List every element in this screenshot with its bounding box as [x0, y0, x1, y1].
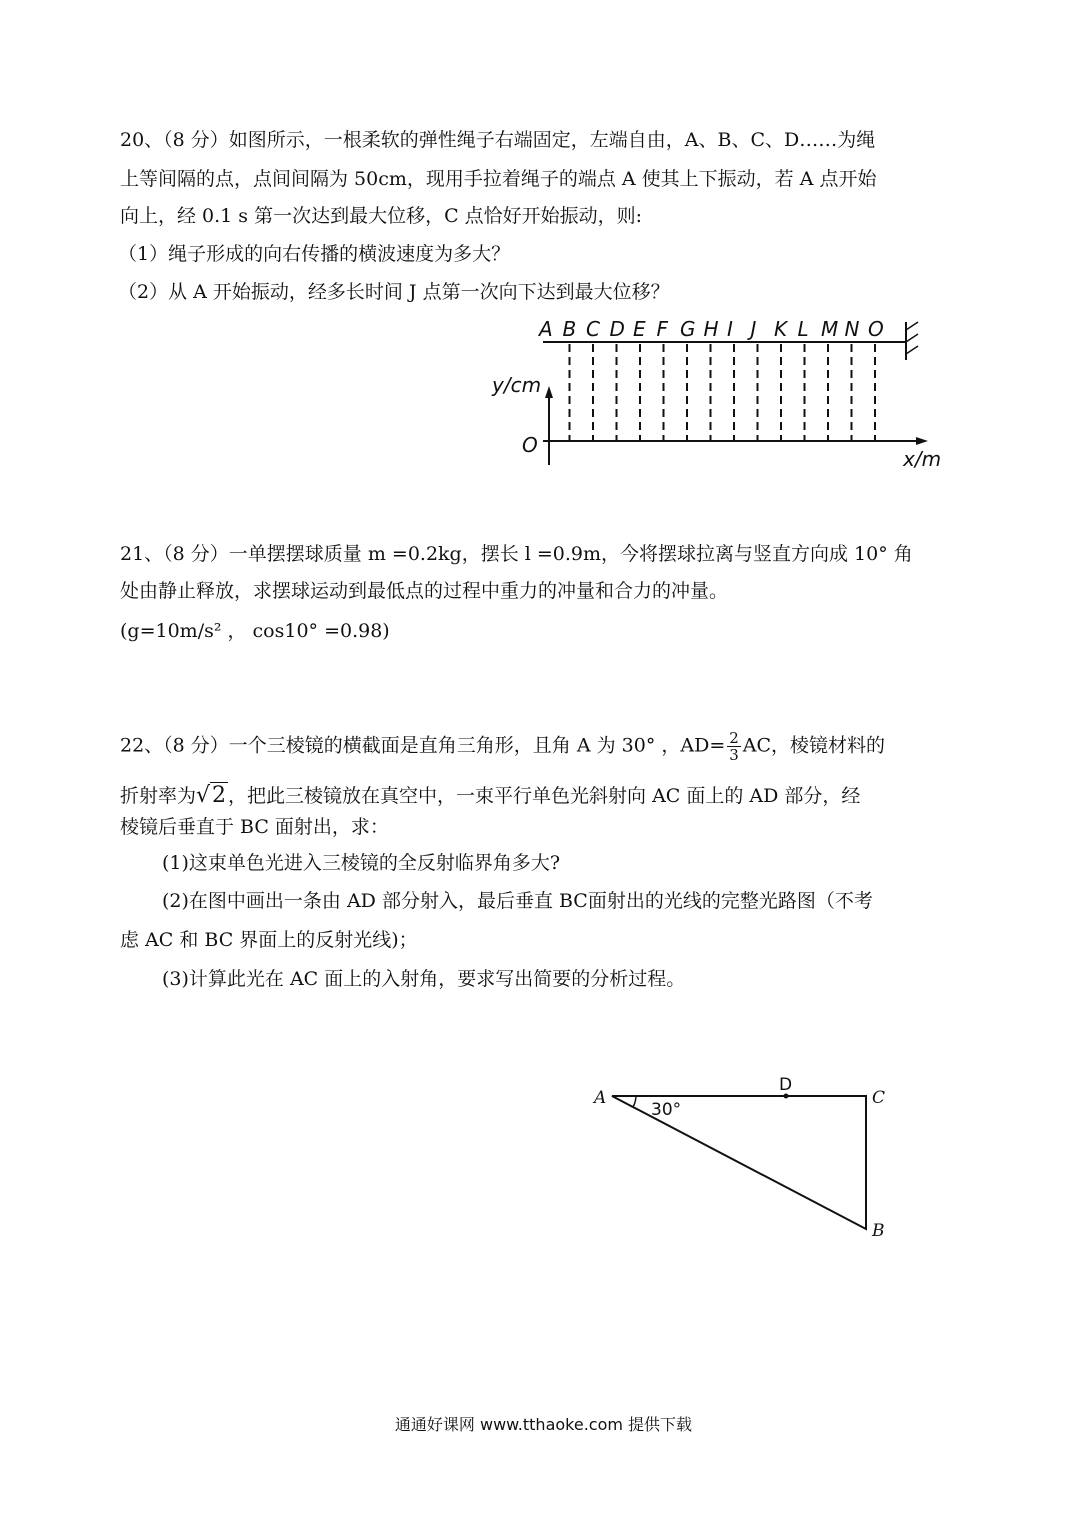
q20-sub-1: （1）绳子形成的向右传播的横波速度为多大？: [118, 243, 511, 265]
point-label-a: A: [539, 317, 553, 341]
point-label-h: H: [703, 317, 719, 341]
vertex-c-label: C: [872, 1088, 886, 1108]
q22-line-1-b: AC，棱镜材料的: [742, 734, 886, 757]
angle-label: 30°: [651, 1100, 682, 1120]
point-label-i: I: [727, 317, 733, 341]
point-label-l: L: [797, 317, 809, 341]
origin-label: O: [522, 433, 538, 457]
q22-sub-3: (3)计算此光在 AC 面上的入射角，要求写出简要的分析过程。: [162, 968, 686, 990]
q22-sub-2: (2)在图中画出一条由 AD 部分射入，最后垂直 BC面射出的光线的完整光路图（不考: [162, 890, 873, 912]
q22-line-2-b: ，把此三棱镜放在真空中，一束平行单色光斜射向 AC 面上的 AD 部分，经: [228, 785, 861, 807]
frac-denominator: 3: [729, 746, 739, 764]
q20-sub-2: （2）从 A 开始振动，经多长时间 J 点第一次向下达到最大位移？: [118, 281, 670, 303]
q21-line-1: 21、（8 分）一单摆摆球质量 m =0.2kg，摆长 l =0.9m，今将摆球拉离与竖直方向成 10° 角: [120, 543, 913, 565]
q22-sub-2-cont: 虑 AC 和 BC 界面上的反射光线)；: [120, 929, 418, 951]
point-label-m: M: [821, 317, 839, 341]
sqrt-value: 2: [212, 783, 227, 808]
q20-line-1: 20、（8 分）如图所示，一根柔软的弹性绳子右端固定，左端自由，A、B、C、D……为绳: [120, 129, 876, 151]
angle-arc: [633, 1096, 636, 1107]
q22-line-2-a: 折射率为: [120, 785, 197, 807]
q22-sub-1: (1)这束单色光进入三棱镜的全反射临界角多大?: [162, 852, 561, 874]
point-label-e: E: [633, 317, 646, 341]
footer-text: 通通好课网 www.tthaoke.com 提供下载: [394, 1415, 693, 1434]
sqrt-two: √2: [196, 783, 227, 808]
frac-numerator: 2: [729, 729, 739, 747]
q22-line-1-a: 22、（8 分）一个三棱镜的横截面是直角三角形，且角 A 为 30° ，AD=: [120, 734, 726, 757]
point-label-g: G: [680, 317, 696, 341]
q22-line-3: 棱镜后垂直于 BC 面射出，求：: [120, 816, 389, 838]
x-axis-label: x/m: [903, 447, 942, 471]
q20-line-2: 上等间隔的点，点间间隔为 50cm，现用手拉着绳子的端点 A 使其上下振动，若 A 点开始: [120, 168, 877, 190]
vertex-a-label: A: [594, 1088, 607, 1108]
q21-line-2: 处由静止释放，求摆球运动到最低点的过程中重力的冲量和合力的冲量。: [120, 580, 729, 602]
point-label-o: O: [868, 317, 884, 341]
point-label-b: B: [562, 317, 577, 341]
q21-line-3: (g=10m/s² ， cos10° =0.98): [120, 620, 390, 642]
point-label-c: C: [586, 317, 600, 341]
q20-line-3: 向上，经 0.1 s 第一次达到最大位移，C 点恰好开始振动，则:: [120, 205, 643, 227]
vertex-b-label: B: [872, 1221, 885, 1241]
point-label-n: N: [844, 317, 860, 341]
point-label-d: D: [609, 317, 625, 341]
y-axis-label: y/cm: [492, 373, 542, 397]
point-label-k: K: [774, 317, 788, 341]
point-d-label: D: [779, 1075, 793, 1095]
point-label-f: F: [656, 317, 669, 341]
point-label-j: J: [750, 317, 757, 341]
